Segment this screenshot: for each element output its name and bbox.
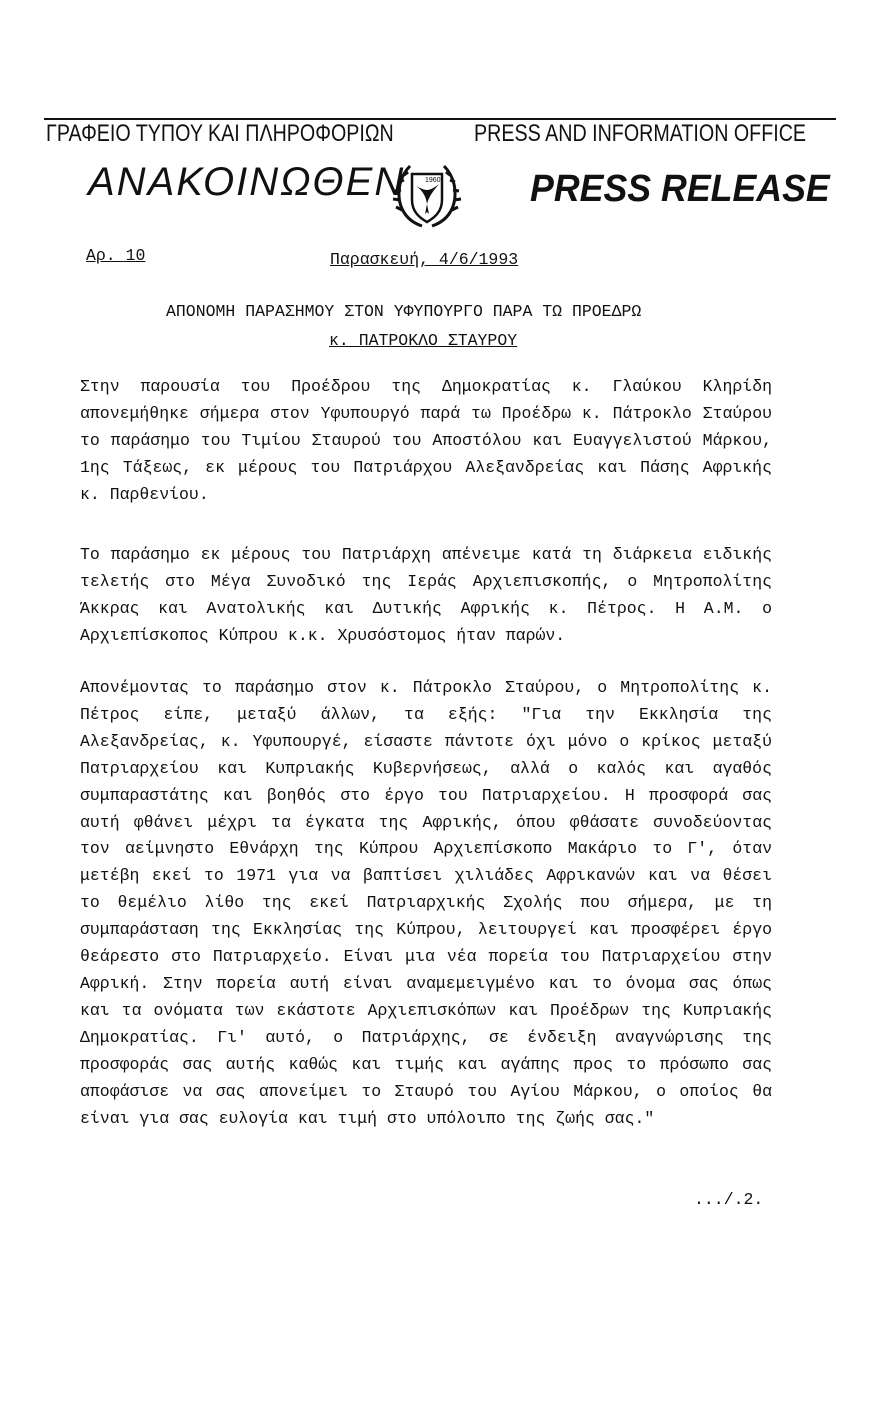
continued-marker: .../.2. — [694, 1190, 764, 1209]
body-paragraph: Απονέμοντας το παράσημο στον κ. Πάτροκλο Σταύρου, ο Μητροπολίτης κ. Πέτρος είπε, μεταξύ άλλων, τα εξής: "Για την Εκκλησία της Αλεξανδρείας, κ. Υφυπουργέ, είσαστε πάντοτε όχι μόνο ο κρίκος μεταξύ Πατριαρχείου και Κυπριακής Κυβερνήσεως, αλλά ο καλός και αγαθός συμπαραστάτης και βοηθός στο έργο του Πατριαρχείου. Η προσφορά σας αυτή φθάνει μέχρι τα έγκατα της Αφρικής, όπου φθάσατε συνοδεύοντας τον αείμνηστο Εθνάρχη της Κύπρου Αρχιεπίσκοπο Μακάριο το Γ', όταν μετέβη εκεί το 1971 για να βαπτίσει χιλιάδες Αφρικανών και να θέσει το θεμέλιο λίθο της εκεί Πατριαρχικής Σχολής που σήμερα, με τη συμπαράσταση της Εκκλησίας της Κύπρου, λειτουργεί και προσφέρει έργο θεάρεστο στο Πατριαρχείο. Είναι μια νέα πορεία του Πατριαρχείου στην Αφρική. Στην πορεία αυτή είναι αναμεμειγμένο και το όνομα σας όπως και τα ονόματα των εκάστοτε Αρχιεπισκόπων και Προέδρων της Κυπριακής Δημοκρατίας. Γι' αυτό, ο Πατριάρχης, σε ένδειξη αναγνώρισης της προσφοράς σας αυτής καθώς και τιμής και αγάπης προς το πρόσωπο σας αποφάσισε να σας απονείμει το Σταυρό του Αγίου Μάρκου, ο οποίος θα είναι για σας ευλογία και τιμή στο υπόλοιπο της ζωής σας." — [80, 678, 772, 1128]
headline-line-1: ΑΠΟΝΟΜΗ ΠΑΡΑΣΗΜΟΥ ΣΤΟΝ ΥΦΥΠΟΥΡΓΟ ΠΑΡΑ ΤΩ ΠΡΟΕΔΡΩ — [166, 302, 642, 321]
body-paragraph: Στην παρουσία του Προέδρου της Δημοκρατίας κ. Γλαύκου Κληρίδη απονεμήθηκε σήμερα στον Υφυπουργό παρά τω Προέδρω κ. Πάτροκλο Σταύρου το παράσημο του Τιμίου Σταυρού του Αποστόλου και Ευαγγελιστού Μάρκου, 1ης Τάξεως, εκ μέρους του Πατριάρχου Αλεξανδρείας και Πάσης Αφρικής κ. Παρθενίου. — [80, 377, 772, 504]
office-name-english: PRESS AND INFORMATION OFFICE — [474, 120, 807, 147]
press-release-title-greek: ΑΝΑΚΟΙΝΩΘΕΝ — [88, 160, 406, 204]
svg-text:1960: 1960 — [425, 177, 441, 184]
release-date: Παρασκευή, 4/6/1993 — [330, 250, 519, 269]
body-paragraph: Το παράσημο εκ μέρους του Πατριάρχη απένειμε κατά τη διάρκεια ειδικής τελετής στο Μέγα Συνοδικό της Ιεράς Αρχιεπισκοπής, ο Μητροπολίτης Άκκρας και Ανατολικής και Δυτικής Αφρικής κ. Πέτρος. Η Α.Μ. ο Αρχιεπίσκοπος Κύπρου κ.κ. Χρυσόστομος ήταν παρών. — [80, 545, 772, 645]
cyprus-coat-of-arms-icon — [392, 160, 462, 232]
headline-line-2: κ. ΠΑΤΡΟΚΛΟ ΣΤΑΥΡΟΥ — [329, 331, 518, 350]
office-name-greek: ΓΡΑΦΕΙΟ ΤΥΠΟΥ ΚΑΙ ΠΛΗΡΟΦΟΡΙΩΝ — [46, 120, 394, 147]
press-release-title-english: PRESS RELEASE — [530, 168, 830, 210]
reference-number: Αρ. 10 — [86, 246, 146, 265]
